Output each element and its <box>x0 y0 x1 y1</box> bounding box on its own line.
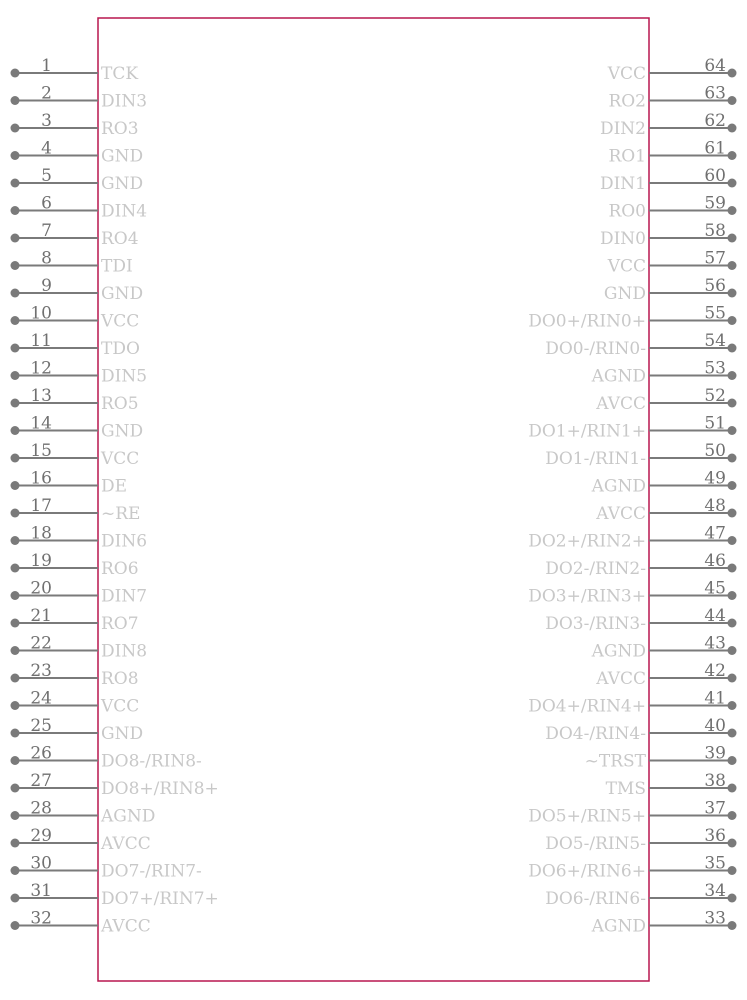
pin-45 <box>528 579 736 607</box>
pin-25 <box>11 716 144 744</box>
pin-endpoint-dot <box>728 921 737 930</box>
pin-46 <box>545 551 736 579</box>
pin-endpoint-dot <box>728 179 737 188</box>
pin-22 <box>11 634 148 662</box>
pin-name-label: VCC <box>101 696 140 717</box>
pin-63 <box>608 84 736 112</box>
pin-endpoint-dot <box>11 426 20 435</box>
pin-4 <box>11 139 144 167</box>
pin-name-label: DO1+/RIN1+ <box>528 421 646 442</box>
pin-endpoint-dot <box>11 151 20 160</box>
pin-name-label: GND <box>101 724 144 744</box>
pin-20 <box>11 579 148 607</box>
pin-name-label: DO6+/RIN6+ <box>528 861 646 882</box>
pin-endpoint-dot <box>11 481 20 490</box>
pin-name-label: AGND <box>591 916 646 937</box>
pin-19 <box>11 551 139 579</box>
pin-endpoint-dot <box>728 124 737 133</box>
pin-endpoint-dot <box>728 206 737 215</box>
pin-14 <box>11 414 144 442</box>
pin-name-label: DIN5 <box>101 366 148 387</box>
pin-endpoint-dot <box>11 69 20 78</box>
pin-number: 50 <box>704 441 726 461</box>
pin-name-label: DO0-/RIN0- <box>545 339 646 359</box>
pin-name-label: GND <box>101 146 144 167</box>
pin-number: 24 <box>30 688 52 709</box>
pin-24 <box>11 689 140 717</box>
pin-number: 34 <box>704 881 726 901</box>
pin-number: 56 <box>704 276 726 296</box>
pin-name-label: ~RE <box>101 504 141 524</box>
pin-number: 19 <box>30 551 52 571</box>
pin-50 <box>545 441 736 469</box>
pin-number: 32 <box>30 908 52 929</box>
pin-54 <box>545 331 736 359</box>
pin-name-label: AGND <box>591 641 646 662</box>
left-pin-group <box>11 56 219 937</box>
pin-endpoint-dot <box>11 289 20 298</box>
pin-number: 51 <box>704 413 726 434</box>
pin-number: 59 <box>704 193 726 214</box>
pin-endpoint-dot <box>728 839 737 848</box>
pin-endpoint-dot <box>11 646 20 655</box>
pin-name-label: DO1-/RIN1- <box>545 449 646 469</box>
pin-26 <box>11 744 202 772</box>
pin-endpoint-dot <box>11 316 20 325</box>
pin-40 <box>545 716 736 744</box>
pin-number: 53 <box>704 358 726 379</box>
pin-endpoint-dot <box>728 591 737 600</box>
pin-endpoint-dot <box>11 756 20 765</box>
pin-number: 40 <box>704 716 726 736</box>
pin-27 <box>11 771 219 799</box>
pin-30 <box>11 854 202 882</box>
pin-number: 3 <box>41 111 52 131</box>
pin-number: 16 <box>30 468 52 489</box>
pin-name-label: DO4-/RIN4- <box>545 724 646 744</box>
pin-number: 7 <box>41 221 52 241</box>
pin-53 <box>591 359 737 387</box>
pin-endpoint-dot <box>728 96 737 105</box>
pin-name-label: DIN2 <box>599 119 646 139</box>
pin-number: 36 <box>704 826 726 846</box>
pin-name-label: DIN7 <box>101 586 148 607</box>
pin-endpoint-dot <box>11 206 20 215</box>
pin-48 <box>595 496 736 524</box>
pin-name-label: DO7-/RIN7- <box>101 861 202 882</box>
pin-number: 55 <box>704 303 726 324</box>
pin-endpoint-dot <box>11 371 20 380</box>
pin-name-label: DIN6 <box>101 531 148 552</box>
pin-name-label: TDI <box>101 256 133 277</box>
pin-62 <box>600 111 737 139</box>
pin-16 <box>11 469 128 497</box>
pin-name-label: DO6-/RIN6- <box>545 889 646 909</box>
pin-number: 18 <box>30 523 52 544</box>
pin-number: 58 <box>704 221 726 241</box>
pin-name-label: AVCC <box>101 834 151 854</box>
pin-endpoint-dot <box>728 69 737 78</box>
pin-9 <box>11 276 144 304</box>
pin-endpoint-dot <box>728 151 737 160</box>
pin-endpoint-dot <box>728 674 737 683</box>
pin-endpoint-dot <box>11 96 20 105</box>
pin-number: 54 <box>704 331 726 351</box>
pin-endpoint-dot <box>728 371 737 380</box>
pin-12 <box>11 359 148 387</box>
pin-endpoint-dot <box>11 179 20 188</box>
pin-41 <box>528 689 736 717</box>
pin-endpoint-dot <box>728 344 737 353</box>
pin-endpoint-dot <box>11 564 20 573</box>
pin-endpoint-dot <box>728 509 737 518</box>
pin-endpoint-dot <box>728 454 737 463</box>
pin-5 <box>11 166 144 194</box>
pin-number: 31 <box>30 881 52 901</box>
pin-endpoint-dot <box>11 344 20 353</box>
pin-endpoint-dot <box>728 536 737 545</box>
pin-10 <box>11 304 140 332</box>
pin-21 <box>11 606 139 634</box>
pin-55 <box>528 304 736 332</box>
pin-43 <box>591 634 737 662</box>
pin-name-label: GND <box>101 174 144 194</box>
pin-name-label: RO7 <box>101 614 139 634</box>
pin-1 <box>11 56 139 84</box>
pin-name-label: RO0 <box>608 201 646 222</box>
pin-number: 57 <box>704 248 726 269</box>
pin-64 <box>607 56 737 84</box>
pin-2 <box>11 84 148 112</box>
pin-number: 8 <box>41 248 52 269</box>
pin-endpoint-dot <box>728 701 737 710</box>
pin-36 <box>545 826 736 854</box>
pin-number: 4 <box>41 138 52 159</box>
pin-name-label: DE <box>101 476 128 497</box>
pin-number: 11 <box>30 331 52 351</box>
pin-name-label: RO8 <box>101 669 139 689</box>
pin-52 <box>595 386 736 414</box>
pin-endpoint-dot <box>11 399 20 408</box>
pin-name-label: RO1 <box>608 146 646 167</box>
pin-endpoint-dot <box>728 619 737 628</box>
pin-number: 35 <box>704 853 726 874</box>
pin-name-label: AVCC <box>596 394 646 414</box>
pin-name-label: DO3+/RIN3+ <box>528 586 646 607</box>
pin-number: 62 <box>704 111 726 131</box>
pin-endpoint-dot <box>728 729 737 738</box>
pin-number: 39 <box>704 743 726 764</box>
pin-58 <box>600 221 737 249</box>
pin-endpoint-dot <box>11 894 20 903</box>
pin-name-label: RO4 <box>101 229 139 249</box>
pin-name-label: DIN0 <box>599 229 646 249</box>
pin-endpoint-dot <box>728 261 737 270</box>
pin-13 <box>11 386 139 414</box>
pin-endpoint-dot <box>11 674 20 683</box>
pin-name-label: AGND <box>591 476 646 497</box>
pin-name-label: GND <box>603 284 646 304</box>
pin-endpoint-dot <box>728 866 737 875</box>
pin-number: 13 <box>30 386 52 406</box>
pin-15 <box>11 441 140 469</box>
pin-number: 12 <box>30 358 52 379</box>
pin-number: 49 <box>704 468 726 489</box>
pin-number: 48 <box>704 496 726 516</box>
pin-number: 43 <box>704 633 726 654</box>
pin-name-label: DIN8 <box>101 641 148 662</box>
pin-56 <box>604 276 737 304</box>
pin-endpoint-dot <box>728 289 737 298</box>
pin-17 <box>11 496 141 524</box>
pin-endpoint-dot <box>728 481 737 490</box>
pin-endpoint-dot <box>728 399 737 408</box>
pin-number: 10 <box>30 303 52 324</box>
pin-name-label: RO6 <box>101 559 139 579</box>
pin-39 <box>585 744 737 772</box>
pin-3 <box>11 111 139 139</box>
pin-33 <box>591 909 737 937</box>
pin-endpoint-dot <box>728 756 737 765</box>
pin-8 <box>11 249 133 277</box>
pin-31 <box>11 881 219 909</box>
pin-endpoint-dot <box>11 784 20 793</box>
pin-number: 26 <box>30 743 52 764</box>
pin-number: 23 <box>30 661 52 681</box>
pin-23 <box>11 661 139 689</box>
pin-name-label: RO2 <box>608 91 646 112</box>
pin-34 <box>545 881 736 909</box>
pin-11 <box>11 331 140 359</box>
pin-number: 21 <box>30 606 52 626</box>
pin-endpoint-dot <box>728 894 737 903</box>
pin-number: 61 <box>704 138 726 159</box>
pin-44 <box>545 606 736 634</box>
pin-endpoint-dot <box>11 261 20 270</box>
pin-name-label: RO5 <box>101 394 139 414</box>
pin-number: 17 <box>30 496 52 516</box>
pin-61 <box>608 139 736 167</box>
pin-35 <box>528 854 736 882</box>
pin-number: 9 <box>41 276 52 296</box>
pin-name-label: DO5+/RIN5+ <box>528 806 646 827</box>
pin-number: 41 <box>704 688 726 709</box>
pin-number: 28 <box>30 798 52 819</box>
pin-endpoint-dot <box>11 591 20 600</box>
pin-name-label: DO7+/RIN7+ <box>101 889 219 909</box>
pin-51 <box>528 414 736 442</box>
pin-number: 52 <box>704 386 726 406</box>
pin-name-label: AVCC <box>596 504 646 524</box>
pin-28 <box>11 799 156 827</box>
pin-name-label: DO3-/RIN3- <box>545 614 646 634</box>
pin-6 <box>11 194 148 222</box>
pin-name-label: AGND <box>101 806 156 827</box>
pin-name-label: TCK <box>101 64 139 84</box>
pin-name-label: VCC <box>607 64 646 84</box>
pin-endpoint-dot <box>11 839 20 848</box>
pin-32 <box>11 909 151 937</box>
pin-number: 42 <box>704 661 726 681</box>
pin-endpoint-dot <box>11 619 20 628</box>
pin-49 <box>591 469 737 497</box>
pin-endpoint-dot <box>728 784 737 793</box>
pin-38 <box>606 771 737 799</box>
pin-37 <box>528 799 736 827</box>
pin-number: 25 <box>30 716 52 736</box>
pin-47 <box>528 524 736 552</box>
pin-number: 6 <box>41 193 52 214</box>
pin-name-label: GND <box>101 284 144 304</box>
pin-number: 45 <box>704 578 726 599</box>
pin-name-label: RO3 <box>101 119 139 139</box>
pin-number: 38 <box>704 771 726 791</box>
pin-name-label: DIN3 <box>101 91 148 112</box>
pin-name-label: DIN1 <box>599 174 646 194</box>
pin-endpoint-dot <box>728 811 737 820</box>
pin-endpoint-dot <box>11 124 20 133</box>
pin-endpoint-dot <box>728 234 737 243</box>
pin-endpoint-dot <box>728 316 737 325</box>
pin-number: 30 <box>30 853 52 874</box>
pin-name-label: DIN4 <box>101 201 148 222</box>
pin-name-label: AVCC <box>596 669 646 689</box>
pin-number: 47 <box>704 523 726 544</box>
pin-59 <box>608 194 736 222</box>
pin-name-label: TDO <box>101 339 140 359</box>
pin-name-label: DO4+/RIN4+ <box>528 696 646 717</box>
pin-60 <box>600 166 737 194</box>
pin-number: 33 <box>704 908 726 929</box>
pin-endpoint-dot <box>11 811 20 820</box>
pin-name-label: TMS <box>605 779 646 799</box>
pin-name-label: DO0+/RIN0+ <box>528 311 646 332</box>
pin-name-label: DO2+/RIN2+ <box>528 531 646 552</box>
pin-number: 15 <box>30 441 52 461</box>
pin-number: 1 <box>41 56 52 76</box>
pin-endpoint-dot <box>11 454 20 463</box>
pin-29 <box>11 826 151 854</box>
pin-name-label: VCC <box>101 311 140 332</box>
pin-42 <box>595 661 736 689</box>
pin-number: 14 <box>30 413 52 434</box>
pin-endpoint-dot <box>728 646 737 655</box>
pin-endpoint-dot <box>11 509 20 518</box>
pin-number: 5 <box>41 166 52 186</box>
pin-endpoint-dot <box>11 234 20 243</box>
pin-name-label: GND <box>101 421 144 442</box>
pin-name-label: ~TRST <box>584 751 646 772</box>
pin-number: 37 <box>704 798 726 819</box>
pin-name-label: DO2-/RIN2- <box>545 559 646 579</box>
pin-name-label: VCC <box>607 256 646 277</box>
pin-name-label: DO8+/RIN8+ <box>101 779 219 799</box>
pin-endpoint-dot <box>11 536 20 545</box>
pin-number: 22 <box>30 633 52 654</box>
pin-name-label: AGND <box>591 366 646 387</box>
pin-number: 44 <box>704 606 726 626</box>
pin-57 <box>607 249 737 277</box>
pin-endpoint-dot <box>11 866 20 875</box>
pin-18 <box>11 524 148 552</box>
pin-number: 46 <box>704 551 726 571</box>
pin-7 <box>11 221 139 249</box>
pin-endpoint-dot <box>11 921 20 930</box>
pin-endpoint-dot <box>11 701 20 710</box>
pin-endpoint-dot <box>728 564 737 573</box>
pin-number: 20 <box>30 578 52 599</box>
pin-endpoint-dot <box>11 729 20 738</box>
pin-number: 64 <box>704 56 726 76</box>
pin-number: 27 <box>30 771 52 791</box>
pin-name-label: AVCC <box>101 916 151 937</box>
pin-number: 60 <box>704 166 726 186</box>
pin-name-label: VCC <box>101 449 140 469</box>
pin-name-label: DO8-/RIN8- <box>101 751 202 772</box>
pin-number: 63 <box>704 83 726 104</box>
pin-number: 29 <box>30 826 52 846</box>
pin-endpoint-dot <box>728 426 737 435</box>
pin-number: 2 <box>41 83 52 104</box>
right-pin-group <box>528 56 736 937</box>
pin-name-label: DO5-/RIN5- <box>545 834 646 854</box>
